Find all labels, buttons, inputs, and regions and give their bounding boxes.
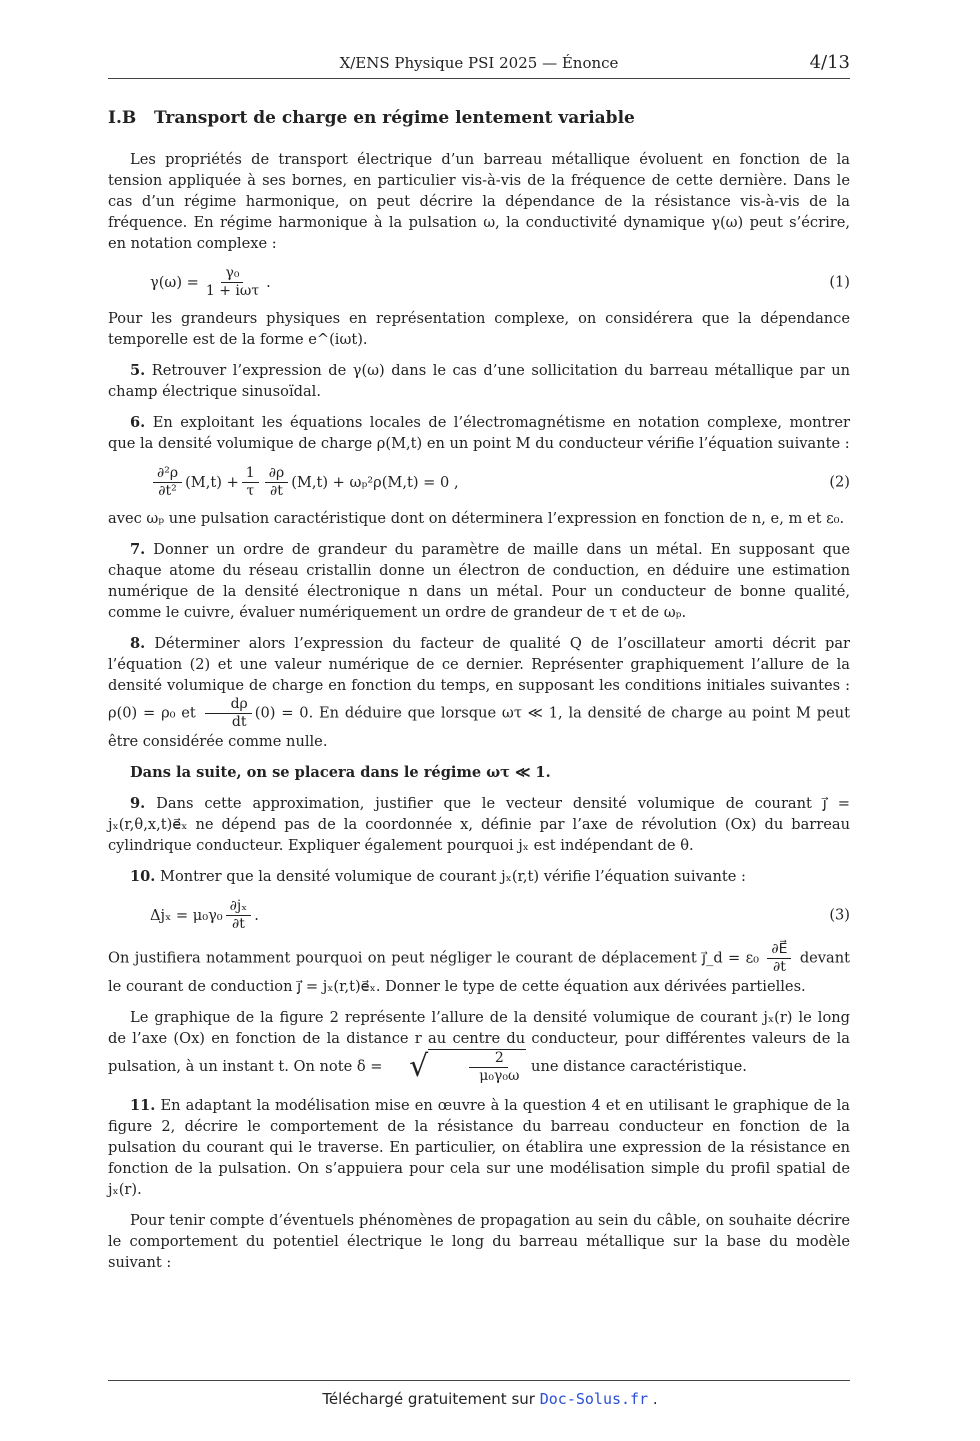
footer-suffix: . — [652, 1390, 658, 1408]
eq3-numerator: ∂jₓ — [226, 898, 252, 916]
question-7 — [108, 539, 850, 623]
after-eq3-a: On justifiera notamment pourquoi on peut négliger le courant de déplacement j⃗_d = ε₀ — [108, 949, 760, 967]
q5-number: 5. — [130, 362, 146, 379]
eq2-f1-num: ∂²ρ — [153, 465, 182, 483]
eq2-fraction-1 — [153, 465, 182, 500]
page-footer — [0, 1390, 980, 1408]
section-heading — [108, 108, 850, 129]
sqrt-sign: √ — [409, 1049, 429, 1084]
final-paragraph: Pour tenir compte d’éventuels phénomènes de propagation au sein du câble, on souhaite décrire le comportement du potentiel électrique le long du barreau métallique sur la base du modèle suivant : — [108, 1212, 850, 1271]
regime-statement: Dans la suite, on se placera dans le régime ωτ ≪ 1. — [130, 764, 551, 781]
delta-num: 2 — [469, 1050, 508, 1068]
q10-number: 10. — [130, 868, 156, 885]
q11-number: 11. — [130, 1097, 156, 1114]
q8-number: 8. — [130, 635, 146, 652]
question-5 — [108, 360, 850, 402]
section-title: Transport de charge en régime lentement variable — [154, 108, 635, 128]
eq1-end: . — [266, 273, 271, 291]
eq2-fraction-2 — [242, 465, 259, 500]
q9-number: 9. — [130, 795, 146, 812]
question-11 — [108, 1095, 850, 1200]
footer-prefix: Téléchargé gratuitement sur — [322, 1390, 535, 1408]
q10-text: Montrer que la densité volumique de courant jₓ(r,t) vérifie l’équation suivante : — [160, 868, 746, 885]
figure-paragraph — [108, 1007, 850, 1085]
delta-sqrt — [387, 1049, 526, 1085]
eq1-tag: (1) — [829, 273, 850, 291]
eq2-f3-den: ∂t — [270, 482, 283, 499]
displacement-den: ∂t — [773, 959, 786, 975]
q8-text-a: Déterminer alors l’expression du facteur de qualité Q de l’oscillateur amorti décrit par l’équation (2) et une valeur numérique de ce dernier. Représenter graphiquement l’allure de la densité volumique de charge en fonction du temps, en supposant les conditions initiales suivantes : ρ(0) = ρ₀ et — [108, 635, 850, 722]
q6-text: En exploitant les équations locales de l’électromagnétisme en notation complexe, montrer que la densité volumique de charge ρ(M,t) en un point M du conducteur vérifie l’équation suivante : — [108, 414, 850, 452]
eq2-f2-den: τ — [246, 482, 255, 499]
question-9 — [108, 793, 850, 856]
eq3-end: . — [254, 906, 259, 924]
q8-deriv-den: dt — [231, 714, 247, 730]
q8-deriv-num: dρ — [205, 696, 252, 714]
q9-text: Dans cette approximation, justifier que le vecteur densité volumique de courant j⃗ = jₓ(r,θ,x,t)e⃗ₓ ne dépend pas de la coordonnée x, définie par l’axe de révolution (Ox) du barreau cylindrique conducteur. Expliquer également pourquoi jₓ est indépendant de θ. — [108, 795, 850, 854]
q7-text: Donner un ordre de grandeur du paramètre de maille dans un métal. En supposant que chaque atome du réseau cristallin donne un électron de conduction, en déduire une estimation numérique de la densité électronique n dans un métal. Pour un conducteur de bonne qualité, comme le cuivre, évaluer numériquement un ordre de grandeur de τ et de ωₚ. — [108, 541, 850, 621]
intro-paragraph: Les propriétés de transport électrique d’un barreau métallique évoluent en fonction de la tension appliquée à ses bornes, en particulier vis-à-vis de la fréquence de cette dernière. Dans le cas d’un régime harmonique, on peut décrire la dépendance de la résistance vis-à-vis de la fréquence. En régime harmonique à la pulsation ω, la conductivité dynamique γ(ω) peut s’écrire, en notation complexe : — [108, 151, 850, 252]
footer-link[interactable]: Doc-Solus.fr — [539, 1390, 649, 1408]
eq1-denominator: 1 + iωτ — [205, 282, 260, 299]
equation-3 — [108, 897, 850, 933]
eq2-f3-num: ∂ρ — [265, 465, 288, 483]
delta-den: μ₀γ₀ω — [479, 1068, 520, 1084]
eq1-fraction — [202, 265, 263, 300]
q6-number: 6. — [130, 414, 146, 431]
eq2-part-1: (M,t) + — [185, 473, 239, 491]
fig-par-a: Le graphique de la figure 2 représente l’allure de la densité volumique de courant jₓ(r) le long de l’axe (Ox) en fonction de la distance r au centre du conducteur, pour différentes valeurs de la pulsation, à un instant t. On note δ = — [108, 1009, 850, 1075]
eq3-fraction — [226, 898, 252, 933]
equation-1 — [108, 264, 850, 300]
q11-text: En adaptant la modélisation mise en œuvre à la question 4 et en utilisant le graphique de la figure 2, décrire le comportement de la résistance du barreau conducteur en fonction de la pulsation du courant qui le traverse. En particulier, on établira une expression de la résistance en fonction de la pulsation. On s’appuiera pour cela sur une modélisation simple du profil spatial de jₓ(r). — [108, 1097, 851, 1198]
eq2-tag: (2) — [829, 473, 850, 491]
delta-fraction — [453, 1050, 523, 1085]
after-eq3-b: devant le courant de conduction j⃗ = jₓ(r,t)e⃗ₓ. Donner le type de cette équation aux dérivées partielles. — [108, 949, 851, 995]
eq2-f2-num: 1 — [242, 465, 259, 483]
q8-derivative — [205, 696, 252, 731]
page-number: 4/13 — [809, 52, 850, 73]
after-eq1-paragraph: Pour les grandeurs physiques en représentation complexe, on considérera que la dépendance temporelle est de la forme e^(iωt). — [108, 310, 850, 348]
section-number: I.B — [108, 108, 137, 128]
header-title: X/ENS Physique PSI 2025 — Énonce — [339, 54, 619, 72]
page-header — [108, 52, 850, 79]
eq3-tag: (3) — [829, 906, 850, 924]
equation-2 — [108, 464, 850, 500]
eq2-fraction-3 — [265, 465, 288, 500]
question-6 — [108, 412, 850, 454]
after-eq3-paragraph — [108, 941, 850, 997]
displacement-num: ∂E⃗ — [767, 941, 791, 959]
eq3-denominator: ∂t — [231, 915, 245, 932]
document-body — [108, 108, 850, 1283]
q7-number: 7. — [130, 541, 146, 558]
q8-text-b: (0) = 0. En déduire que lorsque ωτ ≪ 1, la densité de charge au point M peut être considérée comme nulle. — [108, 704, 850, 750]
eq2-part-2: (M,t) + ωₚ²ρ(M,t) = 0 , — [291, 473, 459, 491]
displacement-fraction — [767, 941, 791, 976]
footer-rule — [108, 1380, 850, 1381]
sqrt-under — [428, 1049, 526, 1085]
question-8 — [108, 633, 850, 752]
q5-text: Retrouver l’expression de γ(ω) dans le cas d’une sollicitation du barreau métallique par un champ électrique sinusoïdal. — [108, 362, 850, 400]
eq2-f1-den: ∂t² — [158, 482, 177, 499]
fig-par-b: une distance caractéristique. — [531, 1058, 747, 1075]
after-eq2-paragraph: avec ωₚ une pulsation caractéristique dont on déterminera l’expression en fonction de n, e, m et ε₀. — [108, 510, 845, 527]
eq1-lhs: γ(ω) = — [150, 273, 199, 291]
eq1-numerator: γ₀ — [221, 265, 243, 283]
question-10 — [108, 866, 850, 887]
eq3-lhs: Δjₓ = μ₀γ₀ — [150, 906, 223, 924]
